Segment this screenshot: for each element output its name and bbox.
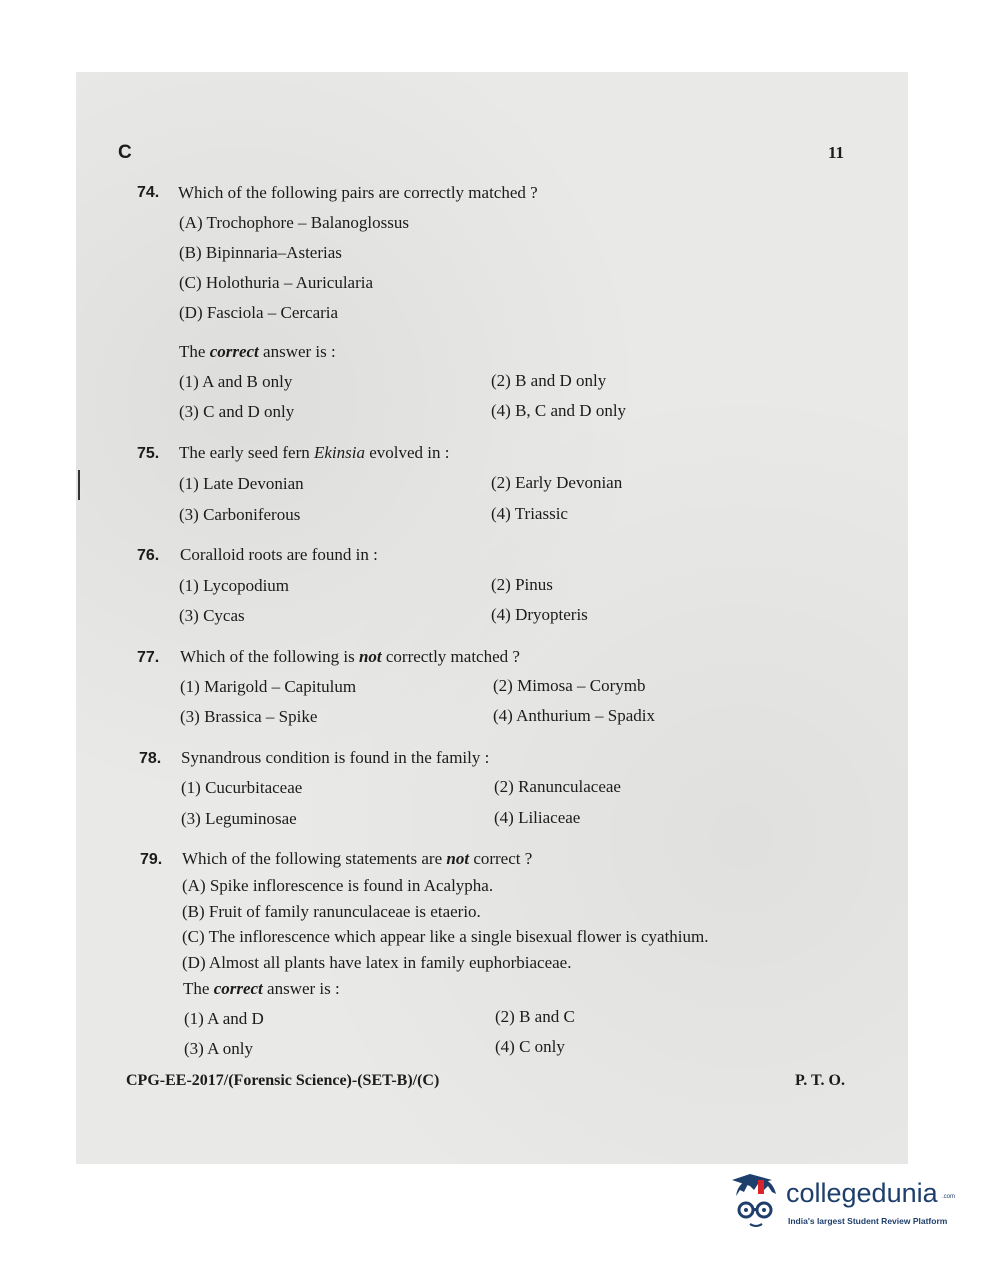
paper-code: CPG-EE-2017/(Forensic Science)-(SET-B)/(C): [126, 1072, 440, 1089]
option-2: (2) Early Devonian: [491, 473, 623, 492]
option-2: (2) Pinus: [491, 575, 553, 594]
pto-label: P. T. O.: [795, 1072, 845, 1089]
option-4: (4) Dryopteris: [491, 605, 588, 624]
question-number: 75.: [137, 445, 160, 462]
statement: (C) Holothuria – Auricularia: [179, 273, 374, 292]
option-2: (2) B and D only: [491, 371, 607, 390]
statement: (B) Fruit of family ranunculaceae is etaerio.: [182, 902, 481, 921]
student-mascot-icon: [728, 1172, 784, 1236]
option-3: (3) Cycas: [179, 606, 245, 625]
question-number: 77.: [137, 649, 160, 666]
option-3: (3) Carboniferous: [179, 505, 301, 524]
option-1: (1) A and B only: [179, 372, 293, 391]
answer-prompt: The correct answer is :: [183, 979, 340, 998]
option-2: (2) Ranunculaceae: [494, 777, 621, 796]
option-3: (3) C and D only: [179, 402, 295, 421]
question-text: Coralloid roots are found in :: [180, 545, 378, 564]
option-4: (4) B, C and D only: [491, 401, 627, 420]
question-text: Which of the following is not correctly matched ?: [180, 647, 520, 666]
option-1: (1) Late Devonian: [179, 474, 304, 493]
statement: (A) Trochophore – Balanoglossus: [179, 213, 409, 232]
margin-mark: [78, 470, 80, 500]
option-4: (4) Anthurium – Spadix: [493, 706, 655, 725]
page-number: 11: [828, 143, 845, 162]
statement: (D) Fasciola – Cercaria: [179, 303, 339, 322]
option-4: (4) Liliaceae: [494, 808, 581, 827]
question-number: 76.: [137, 547, 160, 564]
question-text: Synandrous condition is found in the family :: [181, 748, 490, 767]
series-label: C: [118, 142, 132, 163]
option-3: (3) Brassica – Spike: [180, 707, 318, 726]
question-number: 74.: [137, 184, 160, 201]
option-4: (4) C only: [495, 1037, 565, 1056]
brand-tagline: India's largest Student Review Platform: [788, 1216, 948, 1226]
option-2: (2) Mimosa – Corymb: [493, 676, 646, 695]
statement: (A) Spike inflorescence is found in Acalypha.: [182, 876, 494, 895]
brand-name: collegedunia: [786, 1178, 938, 1208]
statement: (C) The inflorescence which appear like a single bisexual flower is cyathium.: [182, 927, 709, 946]
question-text: The early seed fern Ekinsia evolved in :: [179, 443, 450, 462]
option-1: (1) Marigold – Capitulum: [180, 677, 357, 696]
option-1: (1) A and D: [184, 1009, 264, 1028]
option-3: (3) Leguminosae: [181, 809, 297, 828]
question-text: Which of the following pairs are correctly matched ?: [178, 183, 538, 202]
question-text: Which of the following statements are not correct ?: [182, 849, 533, 868]
collegedunia-watermark: [728, 1172, 958, 1236]
option-1: (1) Lycopodium: [179, 576, 290, 595]
statement: (B) Bipinnaria–Asterias: [179, 243, 342, 262]
brand-suffix: .com: [942, 1194, 956, 1200]
statement: (D) Almost all plants have latex in family euphorbiaceae.: [182, 953, 572, 972]
option-4: (4) Triassic: [491, 504, 568, 523]
option-1: (1) Cucurbitaceae: [181, 778, 303, 797]
question-number: 78.: [139, 750, 162, 767]
question-number: 79.: [140, 851, 163, 868]
answer-prompt: The correct answer is :: [179, 342, 336, 361]
option-3: (3) A only: [184, 1039, 253, 1058]
option-2: (2) B and C: [495, 1007, 575, 1026]
